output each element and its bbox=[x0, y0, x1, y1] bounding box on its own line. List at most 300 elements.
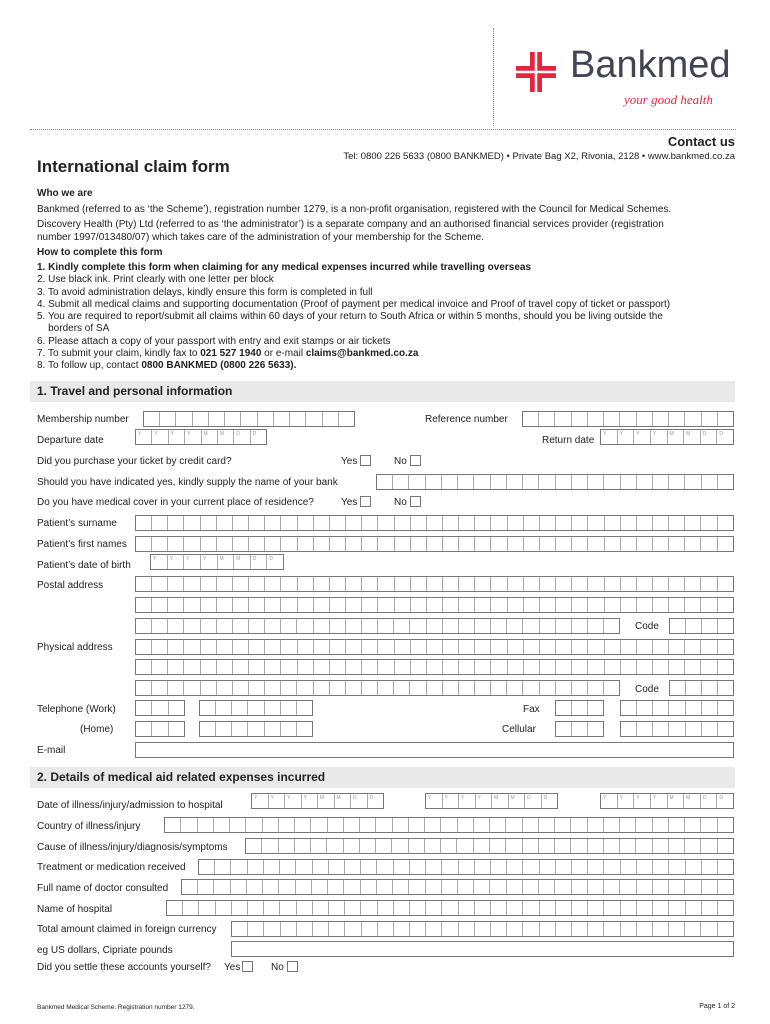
input-cell[interactable] bbox=[345, 860, 361, 874]
input-cell[interactable] bbox=[217, 598, 233, 612]
date-cell[interactable]: Y bbox=[443, 794, 460, 808]
input-cell[interactable] bbox=[201, 577, 217, 591]
input-cell[interactable] bbox=[605, 516, 621, 530]
input-cell[interactable] bbox=[620, 839, 636, 853]
currency-input[interactable] bbox=[231, 941, 734, 957]
input-cell[interactable] bbox=[152, 681, 168, 695]
input-cell[interactable] bbox=[555, 412, 571, 426]
input-cell[interactable] bbox=[297, 922, 313, 936]
input-cell[interactable] bbox=[685, 412, 701, 426]
input-cell[interactable] bbox=[702, 619, 718, 633]
input-cell[interactable] bbox=[216, 701, 232, 715]
input-cell[interactable] bbox=[556, 681, 572, 695]
input-cell[interactable] bbox=[686, 722, 702, 736]
input-cell[interactable] bbox=[669, 475, 685, 489]
input-cell[interactable] bbox=[362, 640, 378, 654]
input-cell[interactable] bbox=[160, 412, 176, 426]
medical-cover-no-checkbox[interactable] bbox=[410, 496, 421, 507]
input-cell[interactable] bbox=[248, 901, 264, 915]
input-cell[interactable] bbox=[508, 598, 524, 612]
input-cell[interactable] bbox=[491, 681, 507, 695]
input-cell[interactable] bbox=[686, 860, 702, 874]
tel-work-code-input[interactable] bbox=[135, 700, 185, 716]
input-cell[interactable] bbox=[685, 537, 701, 551]
input-cell[interactable] bbox=[653, 640, 669, 654]
input-cell[interactable] bbox=[701, 922, 717, 936]
input-cell[interactable] bbox=[588, 901, 604, 915]
input-cell[interactable] bbox=[620, 880, 636, 894]
input-cell[interactable] bbox=[669, 412, 685, 426]
input-cell[interactable] bbox=[523, 619, 539, 633]
input-cell[interactable] bbox=[395, 640, 411, 654]
input-cell[interactable] bbox=[621, 516, 637, 530]
input-cell[interactable] bbox=[475, 537, 491, 551]
input-cell[interactable] bbox=[572, 412, 588, 426]
input-cell[interactable] bbox=[249, 619, 265, 633]
input-cell[interactable] bbox=[362, 598, 378, 612]
input-cell[interactable] bbox=[701, 537, 717, 551]
input-cell[interactable] bbox=[508, 537, 524, 551]
input-cell[interactable] bbox=[184, 681, 200, 695]
input-cell[interactable] bbox=[685, 922, 701, 936]
input-cell[interactable] bbox=[378, 922, 394, 936]
input-cell[interactable] bbox=[201, 516, 217, 530]
credit-card-yes-checkbox[interactable] bbox=[360, 455, 371, 466]
input-cell[interactable] bbox=[362, 922, 378, 936]
input-cell[interactable] bbox=[702, 880, 718, 894]
input-cell[interactable] bbox=[718, 922, 733, 936]
input-cell[interactable] bbox=[621, 860, 637, 874]
input-cell[interactable] bbox=[572, 701, 588, 715]
tel-home-code-input[interactable] bbox=[135, 721, 185, 737]
input-cell[interactable] bbox=[443, 640, 459, 654]
date-cell[interactable]: Y bbox=[651, 430, 668, 444]
input-cell[interactable] bbox=[702, 701, 718, 715]
input-cell[interactable] bbox=[264, 922, 280, 936]
input-cell[interactable] bbox=[442, 901, 458, 915]
input-cell[interactable] bbox=[637, 537, 653, 551]
physical-address-line-2[interactable] bbox=[135, 659, 734, 675]
input-cell[interactable] bbox=[281, 577, 297, 591]
input-cell[interactable] bbox=[184, 577, 200, 591]
input-cell[interactable] bbox=[313, 901, 329, 915]
date-cell[interactable]: M bbox=[335, 794, 352, 808]
input-cell[interactable] bbox=[637, 901, 653, 915]
input-cell[interactable] bbox=[506, 839, 522, 853]
input-cell[interactable] bbox=[344, 818, 360, 832]
input-cell[interactable] bbox=[346, 577, 362, 591]
input-cell[interactable] bbox=[298, 537, 314, 551]
input-cell[interactable] bbox=[378, 640, 394, 654]
medical-cover-yes-checkbox[interactable] bbox=[360, 496, 371, 507]
input-cell[interactable] bbox=[474, 880, 490, 894]
input-cell[interactable] bbox=[555, 880, 571, 894]
input-cell[interactable] bbox=[459, 577, 475, 591]
input-cell[interactable] bbox=[136, 701, 152, 715]
settle-yes-checkbox[interactable] bbox=[242, 961, 253, 972]
postal-code-input[interactable] bbox=[669, 618, 734, 634]
input-cell[interactable] bbox=[314, 598, 330, 612]
input-cell[interactable] bbox=[458, 880, 474, 894]
input-cell[interactable] bbox=[362, 537, 378, 551]
input-cell[interactable] bbox=[410, 922, 426, 936]
input-cell[interactable] bbox=[508, 640, 524, 654]
input-cell[interactable] bbox=[313, 922, 329, 936]
date-cell[interactable]: M bbox=[218, 430, 234, 444]
input-cell[interactable] bbox=[298, 660, 314, 674]
input-cell[interactable] bbox=[539, 475, 555, 489]
input-cell[interactable] bbox=[346, 598, 362, 612]
input-cell[interactable] bbox=[604, 412, 620, 426]
input-cell[interactable] bbox=[540, 922, 556, 936]
date-cell[interactable]: Y bbox=[476, 794, 493, 808]
input-cell[interactable] bbox=[621, 722, 637, 736]
input-cell[interactable] bbox=[653, 598, 669, 612]
input-cell[interactable] bbox=[718, 537, 733, 551]
input-cell[interactable] bbox=[233, 681, 249, 695]
input-cell[interactable] bbox=[249, 660, 265, 674]
input-cell[interactable] bbox=[507, 901, 523, 915]
input-cell[interactable] bbox=[507, 681, 523, 695]
input-cell[interactable] bbox=[169, 701, 184, 715]
input-cell[interactable] bbox=[653, 412, 669, 426]
surname-input[interactable] bbox=[135, 515, 734, 531]
date-cell[interactable]: Y bbox=[185, 430, 201, 444]
input-cell[interactable] bbox=[491, 860, 507, 874]
input-cell[interactable] bbox=[378, 516, 394, 530]
input-cell[interactable] bbox=[330, 681, 346, 695]
input-cell[interactable] bbox=[378, 901, 394, 915]
input-cell[interactable] bbox=[491, 640, 507, 654]
input-cell[interactable] bbox=[572, 722, 588, 736]
input-cell[interactable] bbox=[604, 901, 620, 915]
input-cell[interactable] bbox=[297, 722, 312, 736]
date-cell[interactable]: M bbox=[218, 555, 235, 569]
input-cell[interactable] bbox=[702, 475, 718, 489]
input-cell[interactable] bbox=[701, 598, 717, 612]
date-cell[interactable]: D bbox=[234, 430, 250, 444]
input-cell[interactable] bbox=[718, 475, 733, 489]
input-cell[interactable] bbox=[330, 598, 346, 612]
physical-code-input[interactable] bbox=[669, 680, 734, 696]
input-cell[interactable] bbox=[718, 516, 733, 530]
input-cell[interactable] bbox=[376, 839, 392, 853]
input-cell[interactable] bbox=[248, 922, 264, 936]
input-cell[interactable] bbox=[621, 922, 637, 936]
input-cell[interactable] bbox=[571, 818, 587, 832]
input-cell[interactable] bbox=[312, 880, 328, 894]
input-cell[interactable] bbox=[702, 901, 718, 915]
input-cell[interactable] bbox=[653, 577, 669, 591]
input-cell[interactable] bbox=[394, 922, 410, 936]
input-cell[interactable] bbox=[637, 475, 653, 489]
input-cell[interactable] bbox=[200, 722, 216, 736]
input-cell[interactable] bbox=[572, 577, 588, 591]
input-cell[interactable] bbox=[685, 818, 701, 832]
input-cell[interactable] bbox=[475, 901, 491, 915]
input-cell[interactable] bbox=[540, 660, 556, 674]
input-cell[interactable] bbox=[280, 901, 296, 915]
illness-date-input-2[interactable] bbox=[425, 793, 558, 809]
input-cell[interactable] bbox=[411, 516, 427, 530]
input-cell[interactable] bbox=[216, 722, 232, 736]
input-cell[interactable] bbox=[427, 516, 443, 530]
input-cell[interactable] bbox=[556, 860, 572, 874]
input-cell[interactable] bbox=[281, 681, 297, 695]
date-cell[interactable]: M bbox=[684, 430, 701, 444]
input-cell[interactable] bbox=[653, 516, 669, 530]
fax-code-input[interactable] bbox=[555, 700, 604, 716]
input-cell[interactable] bbox=[457, 839, 473, 853]
input-cell[interactable] bbox=[362, 516, 378, 530]
input-cell[interactable] bbox=[393, 475, 409, 489]
input-cell[interactable] bbox=[274, 412, 290, 426]
input-cell[interactable] bbox=[669, 880, 685, 894]
input-cell[interactable] bbox=[588, 839, 604, 853]
input-cell[interactable] bbox=[653, 818, 669, 832]
input-cell[interactable] bbox=[588, 922, 604, 936]
input-cell[interactable] bbox=[198, 880, 214, 894]
input-cell[interactable] bbox=[653, 880, 669, 894]
input-cell[interactable] bbox=[209, 412, 225, 426]
input-cell[interactable] bbox=[262, 839, 278, 853]
input-cell[interactable] bbox=[249, 598, 265, 612]
input-cell[interactable] bbox=[588, 475, 604, 489]
input-cell[interactable] bbox=[409, 818, 425, 832]
input-cell[interactable] bbox=[232, 722, 248, 736]
input-cell[interactable] bbox=[621, 701, 637, 715]
input-cell[interactable] bbox=[265, 619, 281, 633]
input-cell[interactable] bbox=[265, 681, 281, 695]
input-cell[interactable] bbox=[346, 537, 362, 551]
input-cell[interactable] bbox=[718, 701, 733, 715]
date-cell[interactable]: D bbox=[701, 430, 718, 444]
input-cell[interactable] bbox=[620, 818, 636, 832]
input-cell[interactable] bbox=[411, 640, 427, 654]
input-cell[interactable] bbox=[588, 818, 604, 832]
input-cell[interactable] bbox=[523, 922, 539, 936]
input-cell[interactable] bbox=[311, 818, 327, 832]
input-cell[interactable] bbox=[604, 922, 620, 936]
input-cell[interactable] bbox=[200, 701, 216, 715]
input-cell[interactable] bbox=[507, 619, 523, 633]
input-cell[interactable] bbox=[314, 537, 330, 551]
date-cell[interactable]: Y bbox=[168, 555, 185, 569]
input-cell[interactable] bbox=[718, 577, 733, 591]
input-cell[interactable] bbox=[136, 537, 152, 551]
date-cell[interactable]: Y bbox=[136, 430, 152, 444]
input-cell[interactable] bbox=[653, 839, 669, 853]
input-cell[interactable] bbox=[653, 660, 669, 674]
input-cell[interactable] bbox=[443, 598, 459, 612]
input-cell[interactable] bbox=[314, 681, 330, 695]
input-cell[interactable] bbox=[314, 577, 330, 591]
input-cell[interactable] bbox=[686, 701, 702, 715]
input-cell[interactable] bbox=[702, 681, 718, 695]
input-cell[interactable] bbox=[265, 722, 281, 736]
input-cell[interactable] bbox=[281, 619, 297, 633]
input-cell[interactable] bbox=[395, 598, 411, 612]
input-cell[interactable] bbox=[427, 681, 443, 695]
input-cell[interactable] bbox=[508, 577, 524, 591]
input-cell[interactable] bbox=[136, 640, 152, 654]
input-cell[interactable] bbox=[329, 922, 345, 936]
input-cell[interactable] bbox=[670, 619, 686, 633]
input-cell[interactable] bbox=[556, 660, 572, 674]
input-cell[interactable] bbox=[167, 901, 183, 915]
input-cell[interactable] bbox=[571, 839, 587, 853]
input-cell[interactable] bbox=[314, 660, 330, 674]
input-cell[interactable] bbox=[184, 598, 200, 612]
input-cell[interactable] bbox=[265, 660, 281, 674]
input-cell[interactable] bbox=[263, 880, 279, 894]
input-cell[interactable] bbox=[378, 577, 394, 591]
input-cell[interactable] bbox=[556, 475, 572, 489]
input-cell[interactable] bbox=[176, 412, 192, 426]
tel-home-number-input[interactable] bbox=[199, 721, 313, 737]
input-cell[interactable] bbox=[718, 901, 733, 915]
input-cell[interactable] bbox=[636, 818, 652, 832]
cause-input[interactable] bbox=[245, 838, 734, 854]
input-cell[interactable] bbox=[264, 860, 280, 874]
date-cell[interactable]: M bbox=[668, 430, 685, 444]
input-cell[interactable] bbox=[201, 681, 217, 695]
input-cell[interactable] bbox=[669, 640, 685, 654]
input-cell[interactable] bbox=[168, 619, 184, 633]
input-cell[interactable] bbox=[523, 880, 539, 894]
input-cell[interactable] bbox=[193, 412, 209, 426]
input-cell[interactable] bbox=[248, 722, 264, 736]
input-cell[interactable] bbox=[572, 475, 588, 489]
input-cell[interactable] bbox=[281, 516, 297, 530]
date-cell[interactable]: D bbox=[719, 795, 723, 801]
input-cell[interactable] bbox=[152, 722, 168, 736]
input-cell[interactable] bbox=[556, 640, 572, 654]
amount-input[interactable] bbox=[231, 921, 734, 937]
date-cell[interactable]: Y bbox=[651, 794, 668, 808]
input-cell[interactable] bbox=[685, 839, 701, 853]
input-cell[interactable] bbox=[136, 577, 152, 591]
input-cell[interactable] bbox=[718, 818, 733, 832]
tel-work-number-input[interactable] bbox=[199, 700, 313, 716]
input-cell[interactable] bbox=[490, 818, 506, 832]
input-cell[interactable] bbox=[686, 619, 702, 633]
date-cell[interactable]: Y bbox=[269, 794, 286, 808]
input-cell[interactable] bbox=[168, 640, 184, 654]
input-cell[interactable] bbox=[718, 640, 733, 654]
input-cell[interactable] bbox=[265, 640, 281, 654]
input-cell[interactable] bbox=[152, 660, 168, 674]
input-cell[interactable] bbox=[232, 701, 248, 715]
input-cell[interactable] bbox=[377, 475, 393, 489]
input-cell[interactable] bbox=[556, 722, 572, 736]
date-cell[interactable]: D bbox=[251, 555, 268, 569]
input-cell[interactable] bbox=[395, 537, 411, 551]
input-cell[interactable] bbox=[459, 901, 475, 915]
input-cell[interactable] bbox=[523, 412, 539, 426]
email-link[interactable]: claims@bankmed.co.za bbox=[305, 348, 419, 360]
input-cell[interactable] bbox=[556, 701, 572, 715]
input-cell[interactable] bbox=[572, 860, 588, 874]
input-cell[interactable] bbox=[378, 537, 394, 551]
input-cell[interactable] bbox=[556, 537, 572, 551]
input-cell[interactable] bbox=[637, 577, 653, 591]
input-cell[interactable] bbox=[507, 475, 523, 489]
country-input[interactable] bbox=[164, 817, 734, 833]
input-cell[interactable] bbox=[346, 681, 362, 695]
input-cell[interactable] bbox=[136, 681, 152, 695]
input-cell[interactable] bbox=[605, 598, 621, 612]
input-cell[interactable] bbox=[393, 818, 409, 832]
input-cell[interactable] bbox=[701, 640, 717, 654]
date-cell[interactable]: M bbox=[234, 555, 251, 569]
input-cell[interactable] bbox=[442, 475, 458, 489]
input-cell[interactable] bbox=[184, 660, 200, 674]
input-cell[interactable] bbox=[330, 660, 346, 674]
input-cell[interactable] bbox=[258, 412, 274, 426]
input-cell[interactable] bbox=[685, 640, 701, 654]
input-cell[interactable] bbox=[491, 619, 507, 633]
input-cell[interactable] bbox=[556, 598, 572, 612]
input-cell[interactable] bbox=[443, 537, 459, 551]
input-cell[interactable] bbox=[314, 640, 330, 654]
input-cell[interactable] bbox=[685, 577, 701, 591]
input-cell[interactable] bbox=[702, 412, 718, 426]
input-cell[interactable] bbox=[281, 722, 297, 736]
input-cell[interactable] bbox=[409, 880, 425, 894]
input-cell[interactable] bbox=[540, 619, 556, 633]
input-cell[interactable] bbox=[378, 660, 394, 674]
input-cell[interactable] bbox=[217, 660, 233, 674]
date-cell[interactable]: M bbox=[492, 794, 509, 808]
input-cell[interactable] bbox=[475, 598, 491, 612]
postal-address-line-1[interactable] bbox=[135, 576, 734, 592]
input-cell[interactable] bbox=[637, 412, 653, 426]
input-cell[interactable] bbox=[411, 537, 427, 551]
input-cell[interactable] bbox=[361, 860, 377, 874]
input-cell[interactable] bbox=[588, 577, 604, 591]
input-cell[interactable] bbox=[588, 516, 604, 530]
input-cell[interactable] bbox=[637, 860, 653, 874]
input-cell[interactable] bbox=[344, 839, 360, 853]
input-cell[interactable] bbox=[572, 537, 588, 551]
input-cell[interactable] bbox=[327, 839, 343, 853]
input-cell[interactable] bbox=[540, 860, 556, 874]
input-cell[interactable] bbox=[490, 880, 506, 894]
input-cell[interactable] bbox=[232, 922, 248, 936]
input-cell[interactable] bbox=[295, 818, 311, 832]
input-cell[interactable] bbox=[669, 701, 685, 715]
input-cell[interactable] bbox=[165, 818, 181, 832]
input-cell[interactable] bbox=[491, 901, 507, 915]
input-cell[interactable] bbox=[395, 516, 411, 530]
input-cell[interactable] bbox=[198, 818, 214, 832]
input-cell[interactable] bbox=[392, 839, 408, 853]
input-cell[interactable] bbox=[669, 577, 685, 591]
input-cell[interactable] bbox=[184, 516, 200, 530]
input-cell[interactable] bbox=[378, 598, 394, 612]
input-cell[interactable] bbox=[459, 598, 475, 612]
input-cell[interactable] bbox=[329, 860, 345, 874]
postal-address-line-3[interactable] bbox=[135, 618, 620, 634]
input-cell[interactable] bbox=[475, 640, 491, 654]
input-cell[interactable] bbox=[524, 640, 540, 654]
input-cell[interactable] bbox=[588, 537, 604, 551]
input-cell[interactable] bbox=[411, 660, 427, 674]
input-cell[interactable] bbox=[588, 722, 603, 736]
input-cell[interactable] bbox=[491, 577, 507, 591]
input-cell[interactable] bbox=[669, 516, 685, 530]
